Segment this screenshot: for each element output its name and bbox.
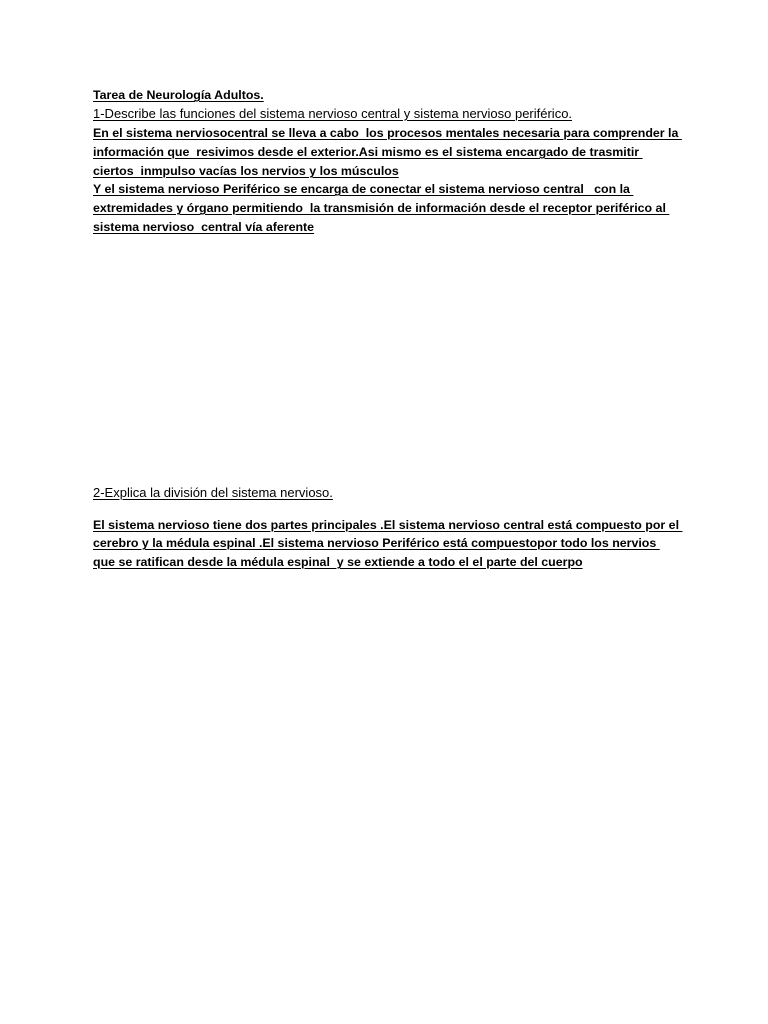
answer-1-line-4: Y el sistema nervioso Periférico se encarga de conectar el sistema nervioso central con la <box>93 182 634 196</box>
answer-2-line-3: que se ratifican desde la médula espinal y se extiende a todo el el parte del cuerpo <box>93 555 583 569</box>
question-2: 2-Explica la división del sistema nervioso. <box>93 485 333 500</box>
document-title: Tarea de Neurología Adultos. <box>93 88 264 102</box>
answer-1-line-6: sistema nervioso central vía aferente <box>93 220 315 234</box>
answer-2-line-1: El sistema nervioso tiene dos partes principales .El sistema nervioso central está compuesto por el <box>93 518 683 532</box>
answer-2-line-2: cerebro y la médula espinal .El sistema nervioso Periférico está compuestopor todo los nervios <box>93 536 660 550</box>
question-1: 1-Describe las funciones del sistema nervioso central y sistema nervioso periférico. <box>93 106 573 121</box>
answer-1-line-3: ciertos inmpulso vacías los nervios y los músculos <box>93 164 399 178</box>
answer-1-line-5: extremidades y órgano permitiendo la transmisión de información desde el receptor periférico al <box>93 201 670 215</box>
answer-1-line-2: información que resivimos desde el exterior.Asi mismo es el sistema encargado de trasmitir <box>93 145 643 159</box>
answer-1-line-1: En el sistema nerviosocentral se lleva a cabo los procesos mentales necesaria para comprender la <box>93 126 682 140</box>
